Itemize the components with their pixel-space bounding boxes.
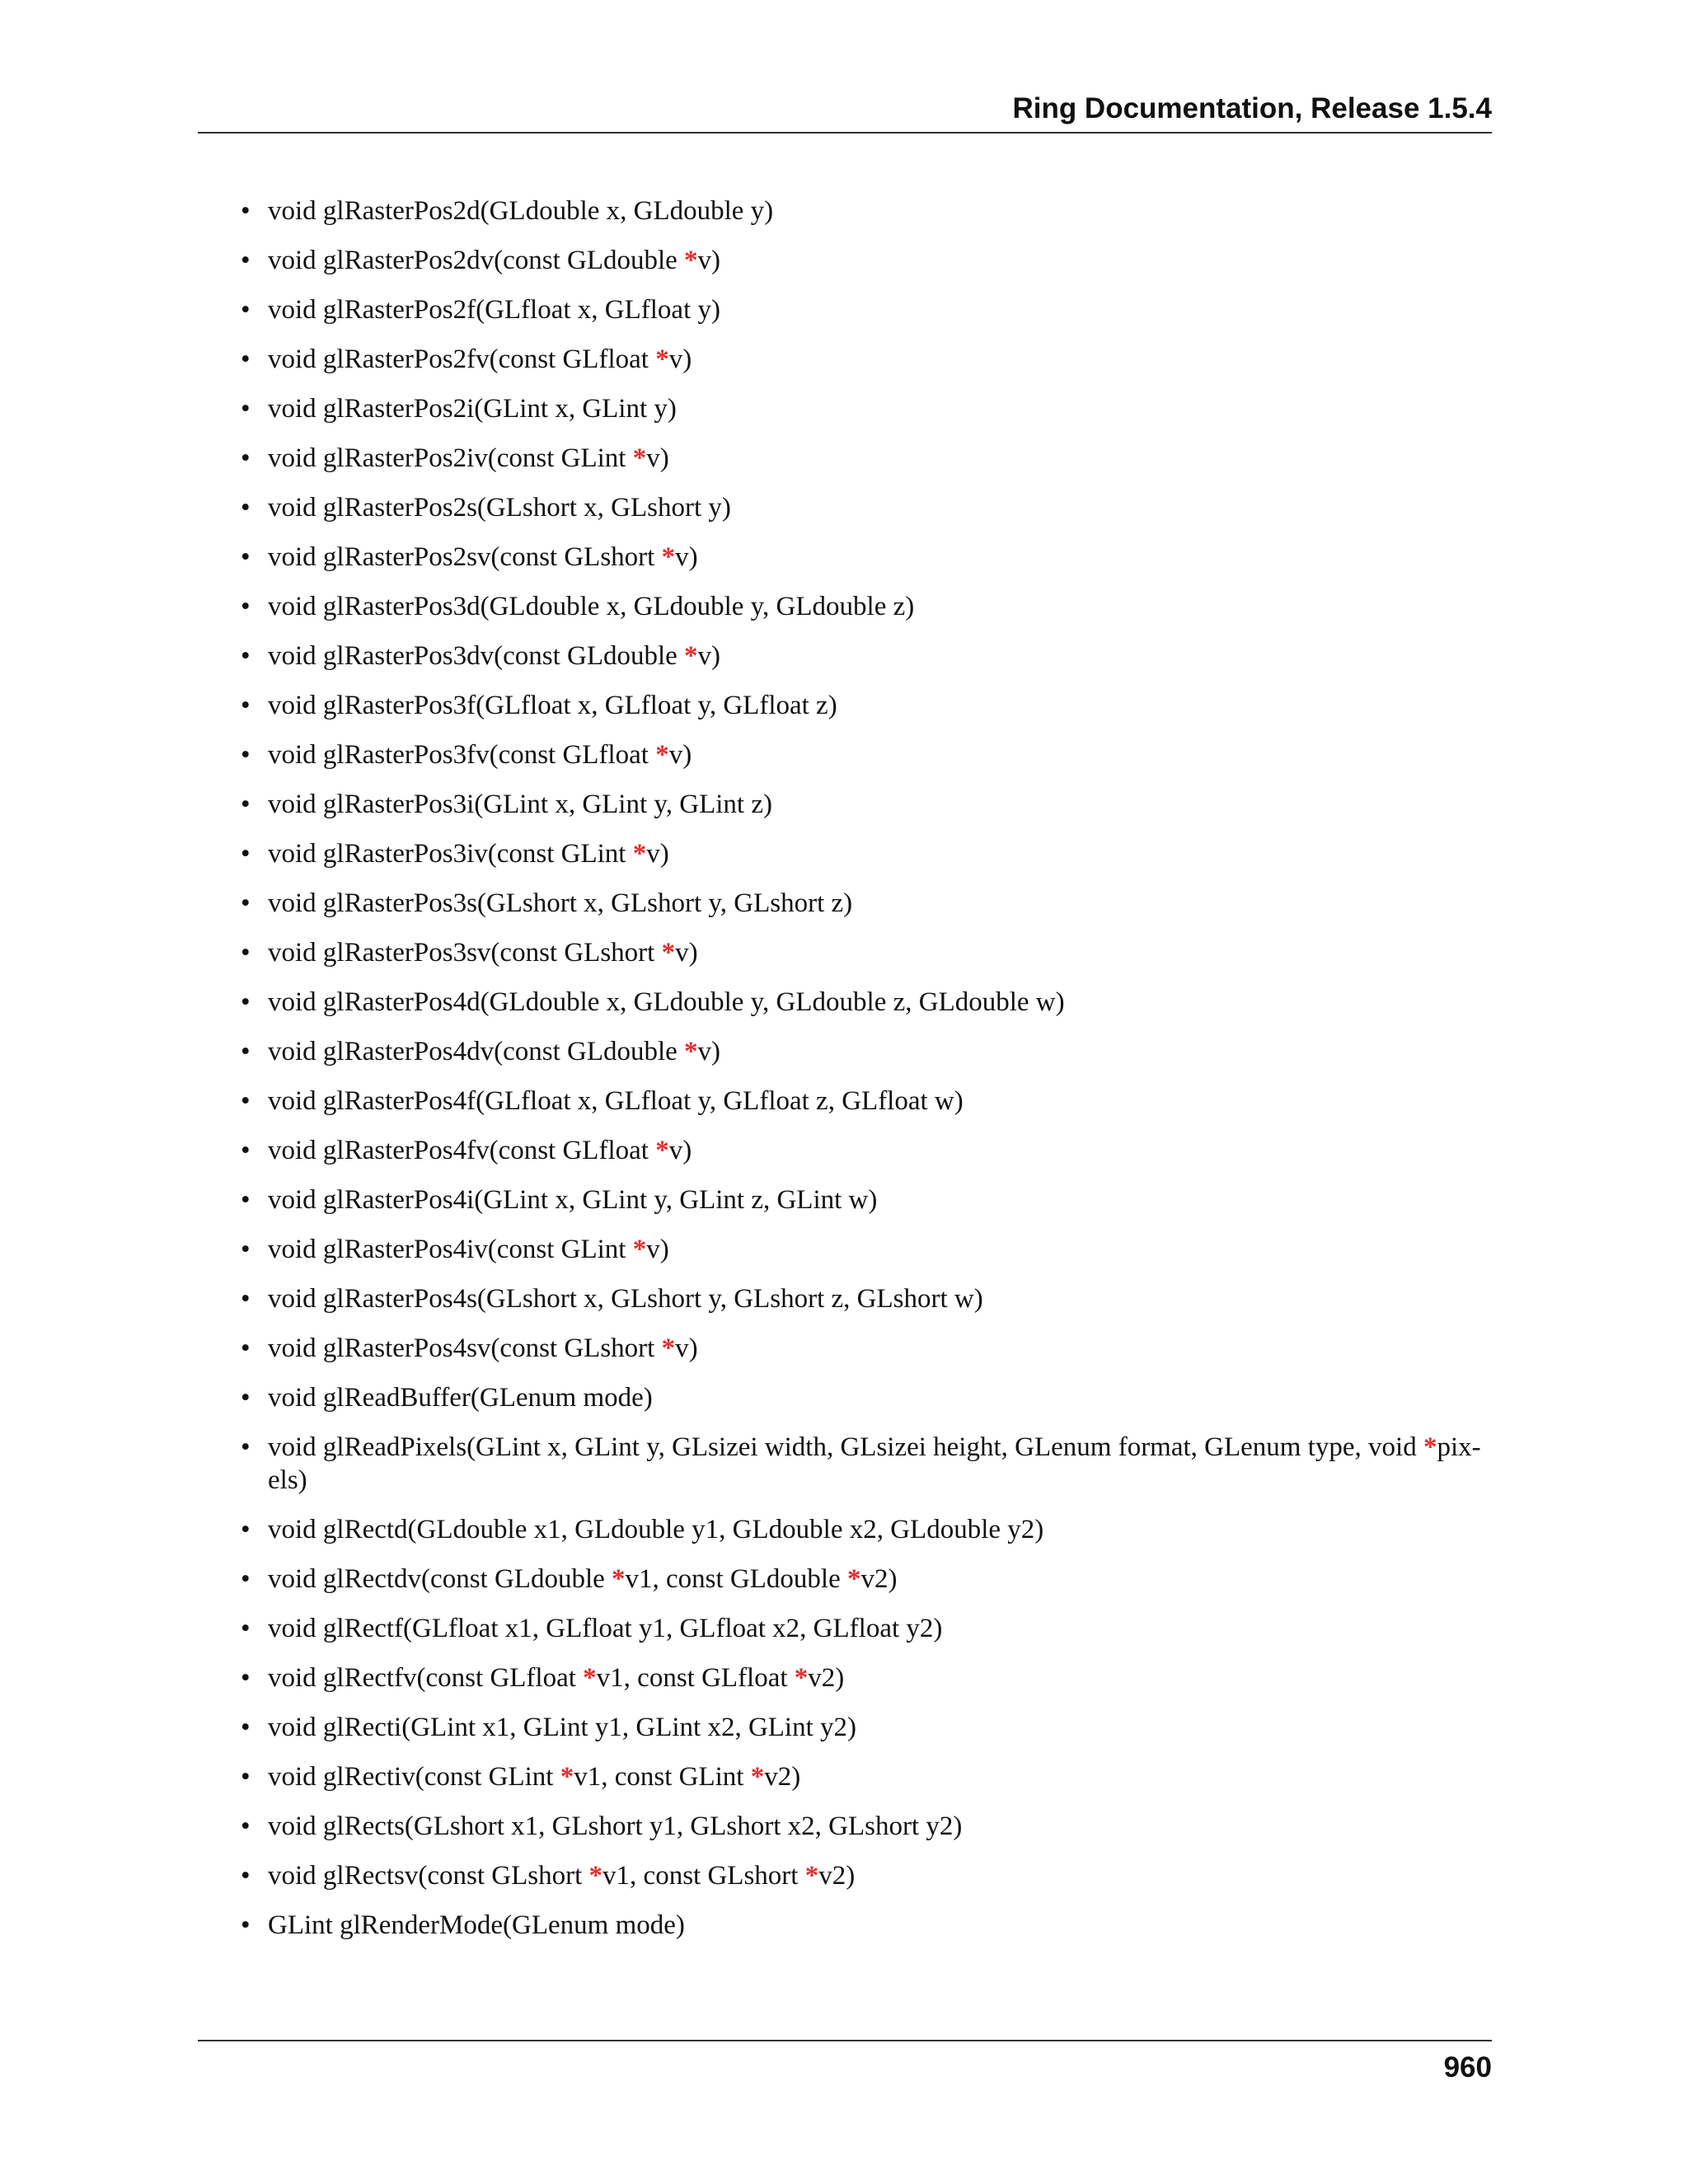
signature-text: GLint glRenderMode(GLenum mode): [268, 1910, 685, 1940]
pointer-asterisk: *: [588, 1861, 603, 1891]
list-item: [241, 1760, 1493, 1793]
signature-text: void glRectdv(const GLdouble: [268, 1564, 612, 1594]
signature-text: void glRasterPos2s(GLshort x, GLshort y): [268, 493, 731, 523]
signature-text: v1, const GLshort: [603, 1861, 805, 1891]
signature-text: void glRasterPos4sv(const GLshort: [268, 1333, 662, 1363]
signature-text: void glRasterPos3i(GLint x, GLint y, GLint z): [268, 790, 772, 819]
pointer-asterisk: *: [655, 1136, 669, 1165]
signature-text: v2): [764, 1762, 801, 1792]
list-item: [241, 1332, 1493, 1365]
list-item: [241, 1282, 1493, 1315]
list-item: [241, 244, 1493, 277]
signature-text: void glRasterPos4d(GLdouble x, GLdouble y, GLdouble z, GLdouble w): [268, 987, 1065, 1017]
signature-text: void glRasterPos3d(GLdouble x, GLdouble y, GLdouble z): [268, 592, 915, 621]
bullet-icon: •: [241, 493, 251, 523]
bullet-icon: •: [241, 344, 251, 374]
pointer-asterisk: *: [684, 246, 698, 275]
signature-text: v1, const GLint: [574, 1762, 751, 1792]
list-item: [241, 442, 1493, 475]
pointer-asterisk: *: [804, 1861, 819, 1891]
signature-text: v2): [860, 1564, 898, 1594]
page-header: [198, 91, 1492, 134]
bullet-icon: •: [241, 839, 251, 869]
signature-text: void glRasterPos2fv(const GLfloat: [268, 344, 656, 374]
bullet-icon: •: [241, 1086, 251, 1116]
signature-text: v1, const GLdouble: [625, 1564, 847, 1594]
list-item: [241, 1810, 1493, 1843]
signature-text: v2): [818, 1861, 856, 1891]
bullet-icon: •: [241, 1136, 251, 1165]
list-item: [241, 887, 1493, 920]
list-item: [241, 1085, 1493, 1118]
bullet-icon: •: [241, 740, 251, 770]
pointer-asterisk: *: [661, 938, 676, 968]
list-item: [241, 1513, 1493, 1546]
signature-text: v2): [808, 1663, 845, 1693]
pointer-asterisk: *: [632, 1235, 647, 1264]
list-item: [241, 986, 1493, 1019]
signature-text: void glRectf(GLfloat x1, GLfloat y1, GLfloat x2, GLfloat y2): [268, 1614, 943, 1643]
page-number: 960: [1443, 2051, 1492, 2083]
signature-text: void glRasterPos4s(GLshort x, GLshort y, GLshort z, GLshort w): [268, 1284, 983, 1314]
signature-text: void glRectd(GLdouble x1, GLdouble y1, GLdouble x2, GLdouble y2): [268, 1515, 1044, 1544]
signature-text: void glReadBuffer(GLenum mode): [268, 1383, 653, 1413]
signature-text: void glRasterPos2d(GLdouble x, GLdouble y): [268, 196, 774, 226]
pointer-asterisk: *: [661, 1333, 676, 1363]
signature-text: v): [697, 1037, 721, 1066]
list-item: [241, 1134, 1493, 1167]
bullet-icon: •: [241, 1037, 251, 1066]
signature-text: void glRasterPos4i(GLint x, GLint y, GLint z, GLint w): [268, 1185, 878, 1215]
signature-text: void glRasterPos4iv(const GLint: [268, 1235, 633, 1264]
signature-text: v): [697, 246, 721, 275]
list-item: [241, 541, 1493, 574]
bullet-icon: •: [241, 1432, 251, 1462]
signature-text: void glRasterPos3fv(const GLfloat: [268, 740, 656, 770]
signature-text: void glRectsv(const GLshort: [268, 1861, 589, 1891]
signature-text: v): [668, 1136, 692, 1165]
signature-text: pix-els): [268, 1432, 1481, 1495]
pointer-asterisk: *: [684, 1037, 698, 1066]
function-list: [241, 194, 1493, 1958]
signature-text: void glRasterPos3sv(const GLshort: [268, 938, 662, 968]
signature-text: void glRasterPos3s(GLshort x, GLshort y, GLshort z): [268, 888, 853, 918]
pointer-asterisk: *: [655, 344, 669, 374]
signature-text: void glRasterPos3iv(const GLint: [268, 839, 633, 869]
signature-text: v): [675, 542, 698, 572]
signature-text: v): [668, 740, 692, 770]
bullet-icon: •: [241, 1811, 251, 1841]
bullet-icon: •: [241, 1614, 251, 1643]
list-item: [241, 738, 1493, 771]
list-item: [241, 1612, 1493, 1645]
signature-text: v): [646, 443, 669, 473]
bullet-icon: •: [241, 1762, 251, 1792]
list-item: [241, 1233, 1493, 1266]
page-footer: [198, 2040, 1492, 2083]
bullet-icon: •: [241, 542, 251, 572]
bullet-icon: •: [241, 1235, 251, 1264]
bullet-icon: •: [241, 1333, 251, 1363]
pointer-asterisk: *: [560, 1762, 574, 1792]
bullet-icon: •: [241, 1515, 251, 1544]
list-item: [241, 689, 1493, 722]
list-item: [241, 392, 1493, 425]
bullet-icon: •: [241, 1861, 251, 1891]
signature-text: void glRasterPos2f(GLfloat x, GLfloat y): [268, 295, 720, 325]
signature-text: v): [675, 1333, 698, 1363]
bullet-icon: •: [241, 641, 251, 671]
signature-text: void glRects(GLshort x1, GLshort y1, GLshort x2, GLshort y2): [268, 1811, 963, 1841]
signature-text: v): [646, 839, 669, 869]
bullet-icon: •: [241, 1383, 251, 1413]
bullet-icon: •: [241, 394, 251, 424]
bullet-icon: •: [241, 443, 251, 473]
header-title: Ring Documentation, Release 1.5.4: [1012, 92, 1492, 124]
bullet-icon: •: [241, 1564, 251, 1594]
signature-text: v1, const GLfloat: [596, 1663, 795, 1693]
list-item: [241, 1909, 1493, 1942]
pointer-asterisk: *: [632, 839, 647, 869]
list-item: [241, 491, 1493, 524]
signature-text: void glRasterPos3f(GLfloat x, GLfloat y, GLfloat z): [268, 691, 837, 720]
list-item: [241, 1859, 1493, 1892]
bullet-icon: •: [241, 1713, 251, 1742]
bullet-icon: •: [241, 1663, 251, 1693]
list-item: [241, 1661, 1493, 1694]
list-item: [241, 936, 1493, 969]
signature-text: v): [646, 1235, 669, 1264]
signature-text: void glRectfv(const GLfloat: [268, 1663, 584, 1693]
list-item: [241, 788, 1493, 821]
signature-text: void glRasterPos4f(GLfloat x, GLfloat y, GLfloat z, GLfloat w): [268, 1086, 964, 1116]
bullet-icon: •: [241, 1185, 251, 1215]
signature-text: void glRectiv(const GLint: [268, 1762, 560, 1792]
bullet-icon: •: [241, 295, 251, 325]
signature-text: void glRasterPos4fv(const GLfloat: [268, 1136, 656, 1165]
bullet-icon: •: [241, 196, 251, 226]
list-item: [241, 1183, 1493, 1216]
pointer-asterisk: *: [612, 1564, 626, 1594]
pointer-asterisk: *: [846, 1564, 861, 1594]
pointer-asterisk: *: [794, 1663, 809, 1693]
pointer-asterisk: *: [684, 641, 698, 671]
list-item: [241, 194, 1493, 227]
pointer-asterisk: *: [632, 443, 647, 473]
pointer-asterisk: *: [661, 542, 676, 572]
bullet-icon: •: [241, 246, 251, 275]
bullet-icon: •: [241, 888, 251, 918]
signature-text: void glRasterPos3dv(const GLdouble: [268, 641, 685, 671]
signature-text: v): [697, 641, 721, 671]
list-item: [241, 837, 1493, 870]
bullet-icon: •: [241, 691, 251, 720]
signature-text: void glRasterPos2sv(const GLshort: [268, 542, 662, 572]
list-item: [241, 1711, 1493, 1744]
list-item: [241, 343, 1493, 376]
bullet-icon: •: [241, 1284, 251, 1314]
pointer-asterisk: *: [655, 740, 669, 770]
list-item: [241, 640, 1493, 673]
pointer-asterisk: *: [750, 1762, 765, 1792]
signature-text: void glReadPixels(GLint x, GLint y, GLsizei width, GLsizei height, GLenum format, GLenum type, void: [268, 1432, 1423, 1462]
list-item: [241, 590, 1493, 623]
signature-text: v): [668, 344, 692, 374]
signature-text: void glRasterPos4dv(const GLdouble: [268, 1037, 685, 1066]
list-item: [241, 1035, 1493, 1068]
signature-text: void glRasterPos2iv(const GLint: [268, 443, 633, 473]
bullet-icon: •: [241, 790, 251, 819]
signature-text: v): [675, 938, 698, 968]
bullet-icon: •: [241, 1910, 251, 1940]
list-item: [241, 1431, 1493, 1497]
pointer-asterisk: *: [1423, 1432, 1437, 1462]
list-item: [241, 1381, 1493, 1414]
bullet-icon: •: [241, 938, 251, 968]
list-item: [241, 1563, 1493, 1596]
signature-text: void glRasterPos2dv(const GLdouble: [268, 246, 685, 275]
bullet-icon: •: [241, 592, 251, 621]
list-item: [241, 293, 1493, 326]
signature-text: void glRasterPos2i(GLint x, GLint y): [268, 394, 677, 424]
signature-text: void glRecti(GLint x1, GLint y1, GLint x2, GLint y2): [268, 1713, 857, 1742]
pointer-asterisk: *: [583, 1663, 597, 1693]
bullet-icon: •: [241, 987, 251, 1017]
